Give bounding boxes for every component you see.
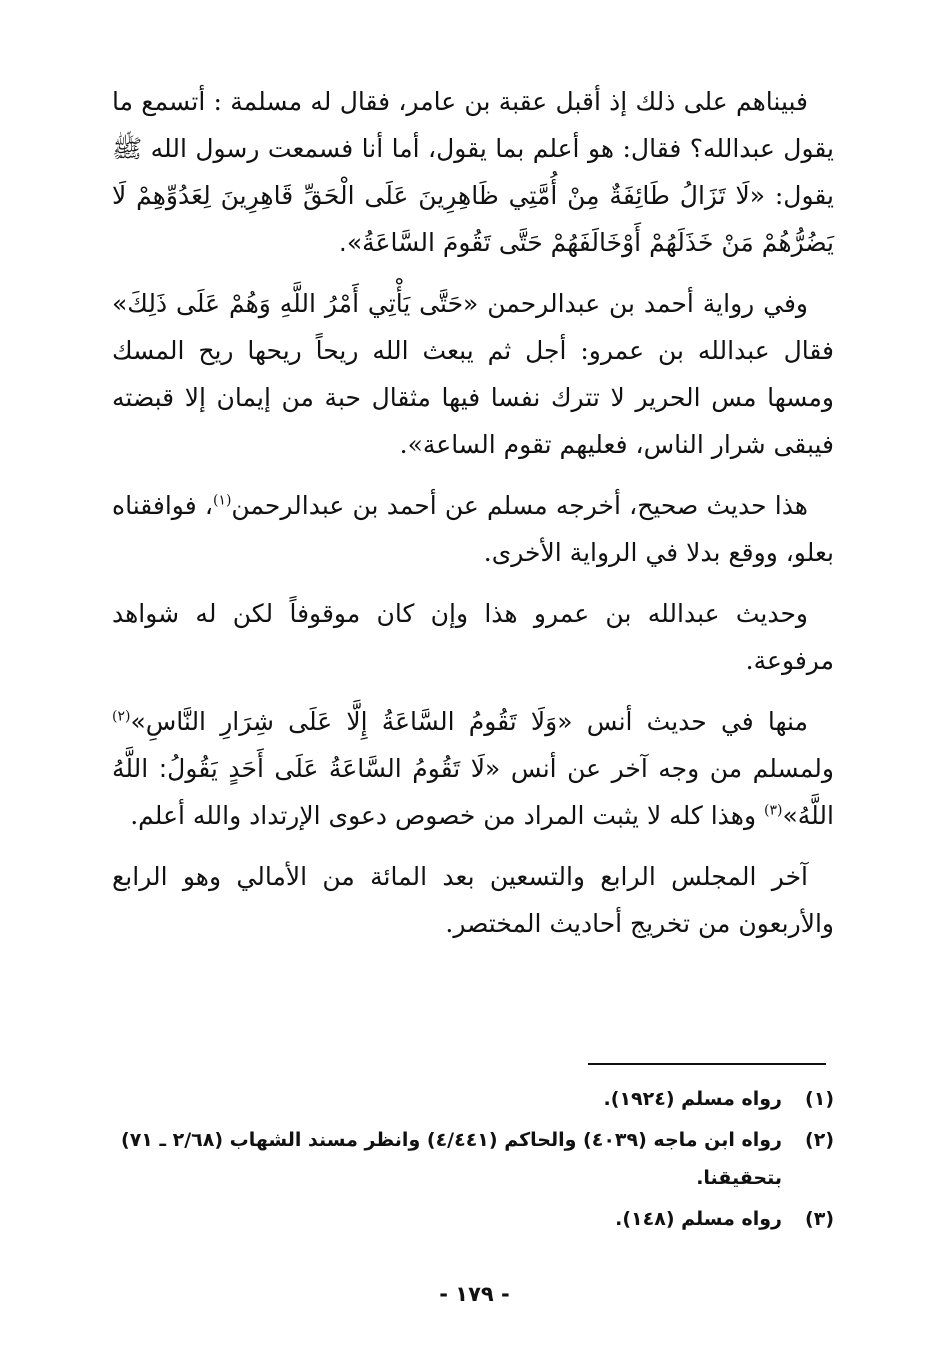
main-text	[112, 78, 834, 961]
hadith-quote-2: «حَتَّى يَأْتِي أَمْرُ اللَّهِ وَهُمْ عَلَى ذَلِكَ»	[112, 289, 479, 318]
footnote-text: رواه مسلم (١٤٨).	[615, 1208, 782, 1230]
paragraph-2-suffix: فقال عبدالله بن عمرو: أجل ثم يبعث الله ريحاً ريحها ريح المسك ومسها مس الحرير لا تترك نفسا فيها مثقال حبة من إيمان إلا قبضته فيبقى شرار الناس، فعليهم تقوم الساعة».	[112, 336, 834, 459]
footnote-text: رواه مسلم (١٩٢٤).	[603, 1088, 782, 1110]
paragraph-2	[112, 280, 834, 468]
paragraph-4	[112, 590, 834, 684]
paragraph-5-prefix: منها في حديث أنس	[586, 707, 808, 736]
footnote-number: (٢)	[805, 1129, 834, 1151]
footnote-number: (٣)	[805, 1208, 834, 1230]
paragraph-2-prefix: وفي رواية أحمد بن عبدالرحمن	[487, 289, 808, 318]
paragraph-4-text: وحديث عبدالله بن عمرو هذا وإن كان موقوفاً لكن له شواهد مرفوعة.	[112, 599, 834, 675]
paragraph-5	[112, 698, 834, 839]
paragraph-3	[112, 482, 834, 576]
paragraph-3-text-end: ، فوافقناه بعلو، ووقع بدلا في الرواية الأخرى.	[112, 491, 834, 567]
footnote-1	[112, 1080, 834, 1118]
paragraph-3-text: هذا حديث صحيح، أخرجه مسلم عن أحمد بن عبدالرحمن	[231, 491, 808, 520]
footnote-number: (١)	[805, 1088, 834, 1110]
hadith-quote-1: «لَا تَزَالُ طَائِفَةٌ مِنْ أُمَّتِي ظَاهِرِينَ عَلَى الْحَقِّ قَاهِرِينَ لِعَدُوِّهِمْ لَا يَضُرُّهُمْ مَنْ خَذَلَهُمْ أَوْخَالَفَهُمْ حَتَّى تَقُومَ السَّاعَةُ».	[112, 181, 834, 257]
footnote-2	[112, 1121, 834, 1197]
paragraph-6-text: آخر المجلس الرابع والتسعين بعد المائة من الأمالي وهو الرابع والأربعون من تخريج أحاديث المختصر.	[112, 862, 834, 938]
paragraph-6	[112, 853, 834, 947]
footnote-marker-3[interactable]: (٣)	[763, 802, 783, 819]
hadith-quote-4: «لَا تَقُومُ السَّاعَةُ عَلَى أَحَدٍ يَقُولُ: اللَّهُ اللَّهُ»	[112, 754, 834, 830]
paragraph-1	[112, 78, 834, 266]
footnote-3	[112, 1200, 834, 1238]
paragraph-1-text: فبيناهم على ذلك إذ أقبل عقبة بن عامر، فقال له مسلمة : أتسمع ما يقول عبدالله؟ فقال: هو أعلم بما يقول، أما أنا فسمعت رسول الله ﷺ يقول:	[112, 87, 834, 210]
footnote-divider	[588, 1063, 826, 1065]
paragraph-5-suffix: وهذا كله لا يثبت المراد من خصوص دعوى الإرتداد والله أعلم.	[130, 801, 757, 830]
footnote-marker-1[interactable]: (١)	[212, 492, 232, 509]
page-number: - ١٧٩ -	[439, 1282, 510, 1306]
footnotes	[112, 1080, 834, 1241]
hadith-quote-3: «وَلَا تَقُومُ السَّاعَةُ إِلَّا عَلَى شِرَارِ النَّاسِ»	[130, 707, 573, 736]
footnote-text: رواه ابن ماجه (٤٠٣٩) والحاكم (٤/٤٤١) وانظر مسند الشهاب (٢/٦٨ ـ ٧١) بتحقيقنا.	[121, 1129, 782, 1189]
paragraph-5-middle: ولمسلم من وجه آخر عن أنس	[510, 754, 834, 783]
footnote-marker-2[interactable]: (٢)	[112, 708, 131, 725]
